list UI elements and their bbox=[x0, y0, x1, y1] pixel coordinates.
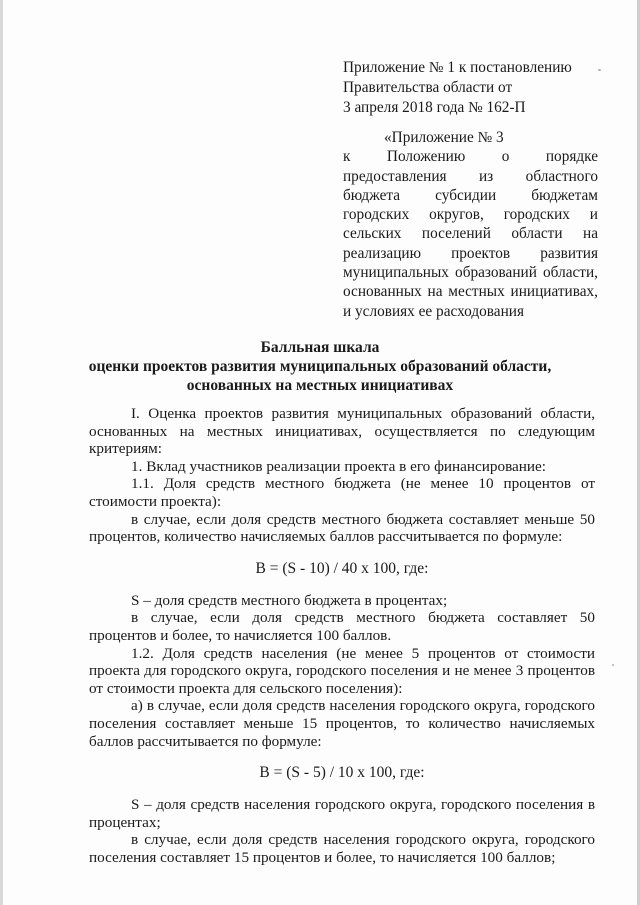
document-heading bbox=[40, 338, 600, 395]
formula-population: В = (S - 5) / 10 х 100, где: bbox=[259, 764, 425, 782]
heading-line-1: Балльная шкала bbox=[260, 339, 380, 356]
approval-line-3: 3 апреля 2018 года № 162-П bbox=[343, 99, 526, 116]
formula-local-budget: В = (S - 10) / 40 х 100, где: bbox=[255, 559, 429, 577]
paragraph-s-definition-1: S – доля средств местного бюджета в процентах; bbox=[131, 591, 448, 609]
scan-speck bbox=[598, 69, 601, 71]
appendix-body: к Положению о порядке предоставления из областного бюджета субсидии бюджетам городских округов, городских и сельских поселений области на реализацию проектов развития муниципальных образований области, основанных на местных инициативах, и условиях ее расходования bbox=[343, 148, 598, 320]
approval-stamp bbox=[343, 58, 603, 118]
paragraph-population-max: в случае, если доля средств населения городского округа, городского поселения составляет 15 процентов и более, то начисляется 100 баллов; bbox=[89, 831, 595, 866]
paragraph-population-condition: а) в случае, если доля средств населения городского округа, городского поселения составляет меньше 15 процентов, то количество начисляемых баллов рассчитывается по формуле: bbox=[89, 697, 595, 750]
heading-line-3: основанных на местных инициативах bbox=[186, 377, 454, 394]
page-left-edge bbox=[0, 0, 3, 905]
paragraph-population-share: 1.2. Доля средств населения (не менее 5 процентов от стоимости проекта для городского округа, городского поселения и не менее 3 процентов от стоимости проекта для сельского поселения): bbox=[89, 644, 595, 697]
appendix-reference bbox=[343, 128, 598, 321]
paragraph-contribution: 1. Вклад участников реализации проекта в его финансирование: bbox=[131, 457, 547, 475]
paragraph-criteria-intro: I. Оценка проектов развития муниципальных образований области, основанных на местных инициативах, осуществляется по следующим критериям: bbox=[89, 405, 595, 458]
paragraph-local-budget-condition: в случае, если доля средств местного бюджета составляет меньше 50 процентов, количество начисляемых баллов рассчитывается по формуле: bbox=[89, 510, 595, 546]
paragraph-local-budget-share: 1.1. Доля средств местного бюджета (не менее 10 процентов от стоимости проекта): bbox=[89, 475, 595, 510]
heading-line-2: оценки проектов развития муниципальных образований области, bbox=[88, 358, 552, 375]
scan-speck bbox=[612, 664, 614, 666]
document-body bbox=[89, 405, 595, 866]
paragraph-local-budget-max: в случае, если доля средств местного бюджета составляет 50 процентов и более, то начисляется 100 баллов. bbox=[89, 609, 595, 644]
approval-line-2: Правительства области от bbox=[343, 79, 513, 96]
appendix-title: «Приложение № 3 bbox=[384, 129, 504, 146]
approval-line-1: Приложение № 1 к постановлению bbox=[343, 59, 572, 76]
paragraph-s-definition-2: S – доля средств населения городского округа, городского поселения в процентах; bbox=[89, 796, 595, 831]
